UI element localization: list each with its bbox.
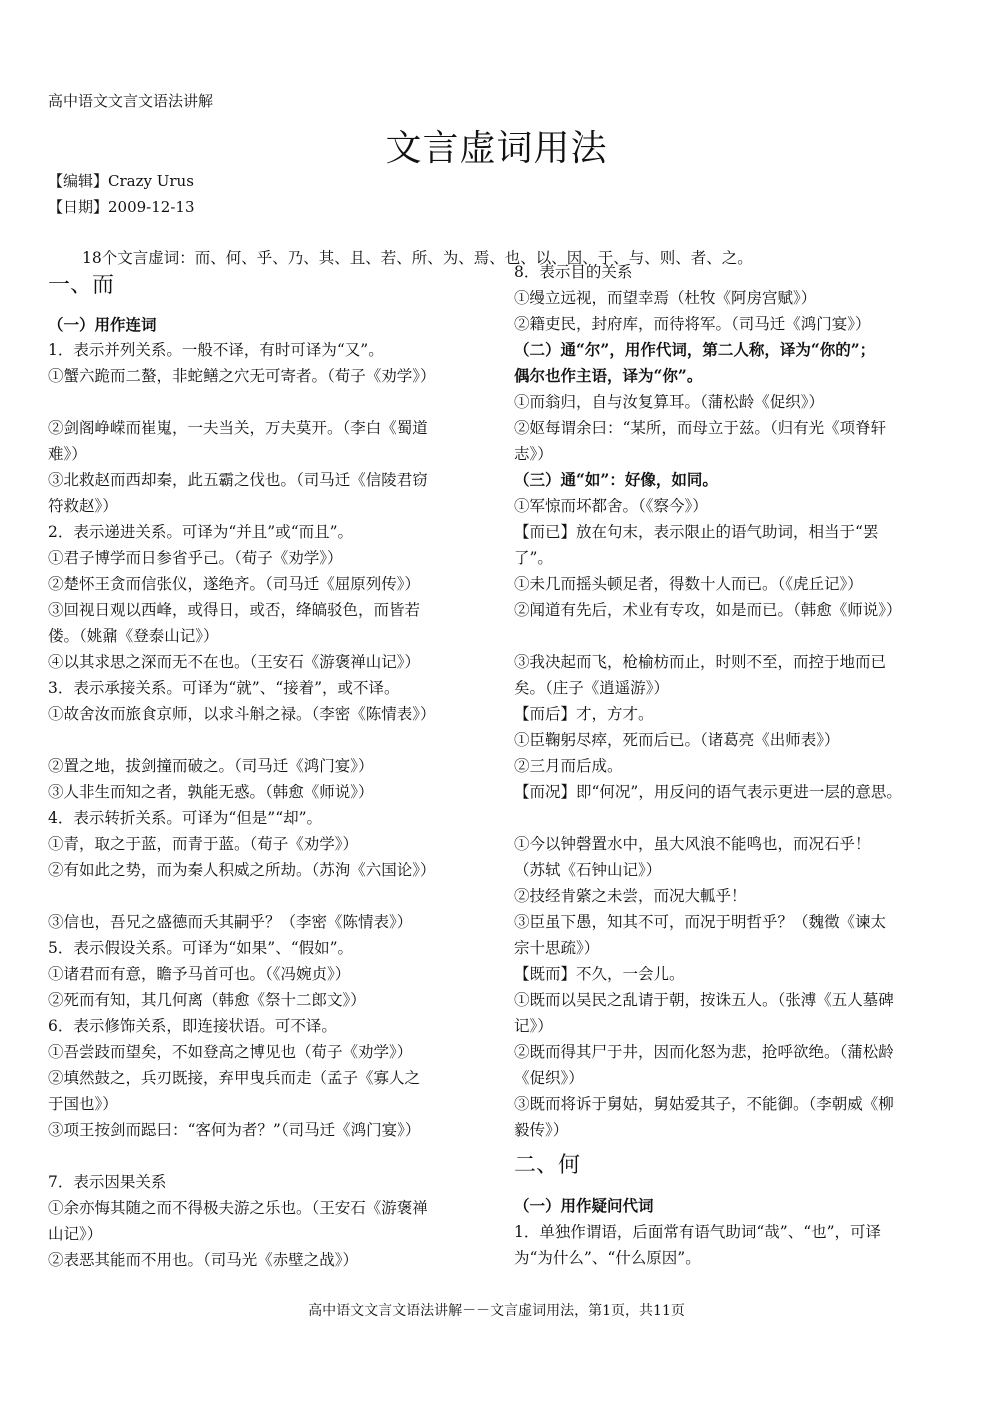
subsection-heading: （一）用作连词	[48, 315, 157, 334]
subsection-heading: 偶尔也作主语，译为“你”。	[514, 366, 703, 385]
text-line: ②闻道有先后，术业有专攻，如是而已。（韩愈《师说》）	[514, 601, 902, 619]
text-line: ①今以钟磬置水中，虽大风浪不能鸣也，而况石乎！	[514, 835, 871, 853]
text-line: 为“为什么”、“什么原因”。	[514, 1249, 701, 1267]
text-line: ③信也，吾兄之盛德而夭其嗣乎？（李密《陈情表》）	[48, 913, 413, 931]
text-line: 矣。（庄子《逍遥游》）	[514, 679, 670, 697]
text-line: ①既而以吴民之乱请于朝，按诛五人。（张溥《五人墓碑	[514, 991, 894, 1009]
text-line: ②技经肯綮之未尝，而况大軱乎！	[514, 887, 747, 905]
text-line: ②籍吏民，封府库，而待将军。（司马迁《鸿门宴》）	[514, 315, 871, 333]
text-line: ①而翁归，自与汝复算耳。（蒲松龄《促织》）	[514, 393, 825, 411]
text-line: 符救赵》）	[48, 497, 118, 515]
text-line: 【而况】即“何况”，用反问的语气表示更进一层的意思。	[514, 783, 902, 801]
text-line: ①青，取之于蓝，而青于蓝。（荀子《劝学》）	[48, 835, 359, 853]
text-line: 【既而】不久，一会儿。	[514, 965, 685, 983]
text-line: 1．单独作谓语，后面常有语气助词“哉”、“也”，可译	[514, 1223, 882, 1241]
text-line: 宗十思疏》）	[514, 939, 600, 957]
section-heading: 二、何	[514, 1153, 581, 1178]
text-line: 3．表示承接关系。可译为“就”、“接着”，或不译。	[48, 679, 400, 697]
text-line: 《促织》）	[514, 1069, 584, 1087]
text-line: 了”。	[514, 549, 553, 567]
text-line: ③臣虽下愚，知其不可，而况于明哲乎？（魏徵《谏太	[514, 913, 887, 931]
subsection-heading: （一）用作疑问代词	[514, 1196, 654, 1215]
text-line: ①吾尝跂而望矣，不如登高之博见也（荀子《劝学》）	[48, 1043, 413, 1061]
page-title: 文言虚词用法	[385, 128, 608, 169]
text-line: ③项王按剑而跽曰：“客何为者？”（司马迁《鸿门宴》）	[48, 1121, 421, 1139]
text-line: 毅传》）	[514, 1121, 569, 1139]
text-line: ②三月而后成。	[514, 757, 623, 775]
subsection-heading: （二）通“尔”，用作代词，第二人称，译为“你的”；	[514, 340, 876, 359]
page-footer: 高中语文文言文语法讲解－－文言虚词用法，第1页，共11页	[308, 1303, 685, 1319]
text-line: （苏轼《石钟山记》）	[514, 861, 662, 879]
text-line: ②既而得其尸于井，因而化怒为悲，抢呼欲绝。（蒲松龄	[514, 1043, 894, 1061]
text-line: 1．表示并列关系。一般不译，有时可译为“又”。	[48, 341, 384, 359]
text-line: 【而后】才，方才。	[514, 705, 654, 723]
text-line: 8．表示目的关系	[514, 263, 633, 281]
text-line: ①缦立远视，而望幸焉（杜牧《阿房宫赋》）	[514, 289, 817, 307]
text-line: ②置之地，拔剑撞而破之。（司马迁《鸿门宴》）	[48, 757, 374, 775]
text-line: ②有如此之势，而为秦人积威之所劫。（苏洵《六国论》）	[48, 861, 436, 879]
text-line: ②剑阁峥嵘而崔嵬，一夫当关，万夫莫开。（李白《蜀道	[48, 419, 428, 437]
text-line: 5．表示假设关系。可译为“如果”、“假如”。	[48, 939, 354, 957]
text-line: 7．表示因果关系	[48, 1173, 167, 1191]
text-line: ①军惊而坏都舍。（《察今》）	[514, 497, 708, 515]
text-line: 于国也》）	[48, 1095, 118, 1113]
text-line: ①臣鞠躬尽瘁，死而后已。（诸葛亮《出师表》）	[514, 731, 840, 749]
running-header: 高中语文文言文语法讲解	[48, 92, 214, 110]
text-line: ④以其求思之深而无不在也。（王安石《游褒禅山记》）	[48, 653, 421, 671]
section-heading: 一、而	[48, 273, 115, 298]
subsection-heading: （三）通“如”：好像，如同。	[514, 470, 718, 489]
text-line: 难》）	[48, 445, 87, 463]
text-line: 记》）	[514, 1017, 553, 1035]
text-line: ①未几而摇头顿足者，得数十人而已。（《虎丘记》）	[514, 575, 863, 593]
text-line: ②表恶其能而不用也。（司马光《赤壁之战》）	[48, 1251, 359, 1269]
text-line: 志》）	[514, 445, 553, 463]
text-line: 6．表示修饰关系，即连接状语。可不译。	[48, 1017, 337, 1035]
text-line: ①诸君而有意，瞻予马首可也。（《冯婉贞》）	[48, 965, 351, 983]
text-line: 【而已】放在句末，表示限止的语气助词，相当于“罢	[514, 523, 879, 541]
editor-line: 【编辑】Crazy Urus	[48, 172, 194, 190]
date-line: 【日期】2009-12-13	[48, 198, 195, 216]
text-line: ②填然鼓之，兵刃既接，弃甲曳兵而走（孟子《寡人之	[48, 1069, 421, 1087]
text-line: ①蟹六跪而二螯，非蛇鳝之穴无可寄者。（荀子《劝学》）	[48, 367, 436, 385]
intro-line: 18个文言虚词：而、何、乎、乃、其、且、若、所、为、焉、也、以、因、于、与、则、者、之。	[82, 249, 753, 267]
text-line: 山记》）	[48, 1225, 103, 1243]
text-line: 2．表示递进关系。可译为“并且”或“而且”。	[48, 523, 354, 541]
text-line: ③我决起而飞，枪榆枋而止，时则不至，而控于地而已	[514, 653, 887, 671]
text-line: ③人非生而知之者，孰能无惑。（韩愈《师说》）	[48, 783, 374, 801]
text-line: ①余亦悔其随之而不得极夫游之乐也。（王安石《游褒禅	[48, 1199, 428, 1217]
text-line: ①君子博学而日参省乎己。（荀子《劝学》）	[48, 549, 343, 567]
text-line: ②楚怀王贪而信张仪，遂绝齐。（司马迁《屈原列传》）	[48, 575, 421, 593]
text-line: ②死而有知，其几何离（韩愈《祭十二郎文》）	[48, 991, 366, 1009]
text-line: ②妪每谓余曰：“某所，而母立于兹。（归有光《项脊轩	[514, 419, 887, 437]
text-line: ③北救赵而西却秦，此五霸之伐也。（司马迁《信陵君窃	[48, 471, 428, 489]
text-line: 4．表示转折关系。可译为“但是”“却”。	[48, 809, 323, 827]
text-line: ③既而将诉于舅姑，舅姑爱其子，不能御。（李朝威《柳	[514, 1095, 894, 1113]
text-line: 偻。（姚鼐《登泰山记》）	[48, 627, 219, 645]
text-line: ①故舍汝而旅食京师，以求斗斛之禄。（李密《陈情表》）	[48, 705, 436, 723]
text-line: ③回视日观以西峰，或得日，或否，绛皜驳色，而皆若	[48, 601, 421, 619]
